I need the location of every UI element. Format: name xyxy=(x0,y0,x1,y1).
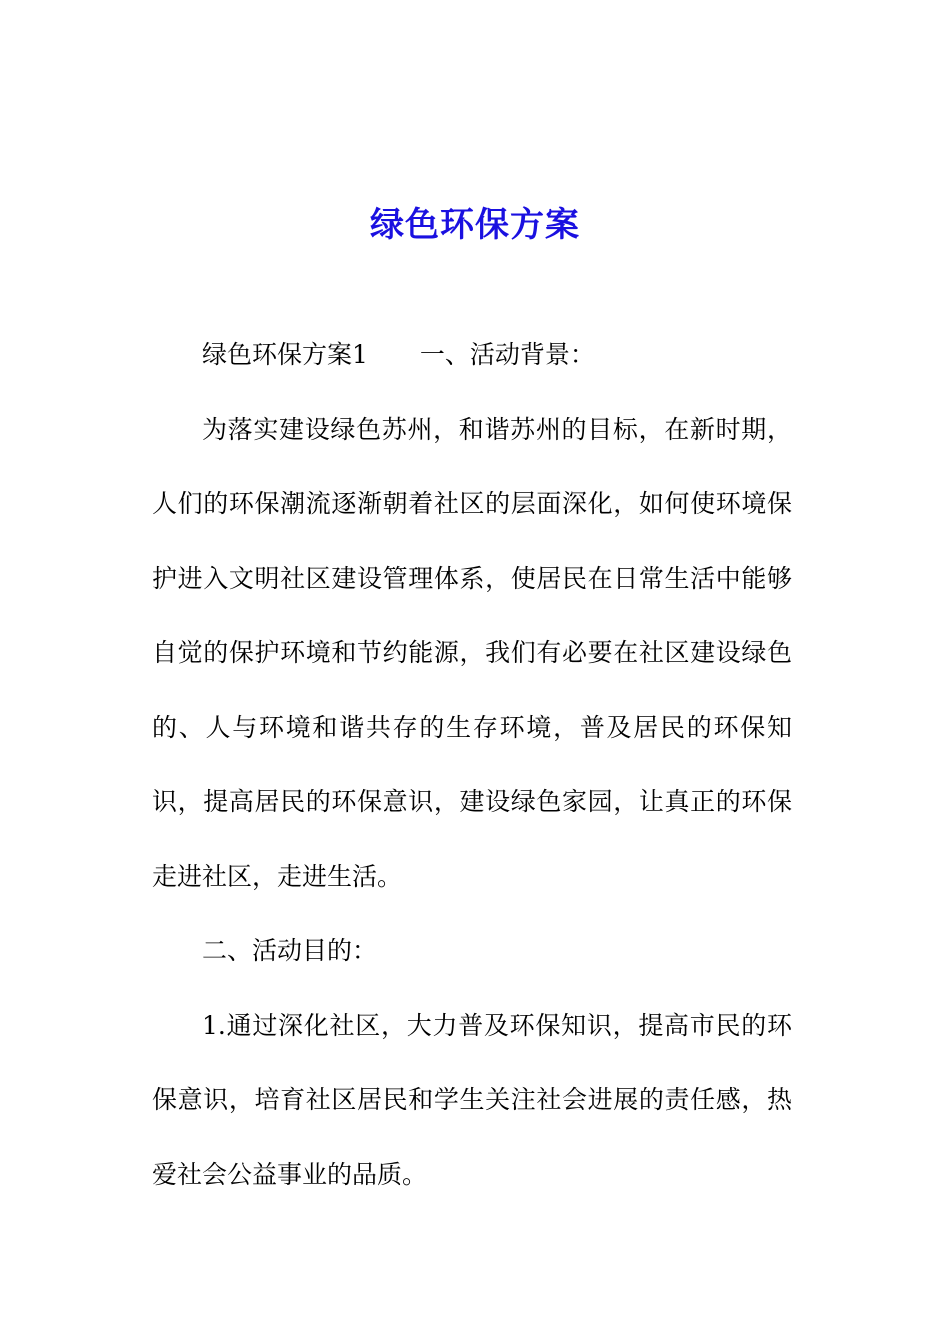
section-heading-goal: 二、活动目的： xyxy=(202,936,378,965)
plan-label: 绿色环保方案1 xyxy=(202,340,368,369)
document-title: 绿色环保方案 xyxy=(370,204,580,245)
background-paragraph: 为落实建设绿色苏州，和谐苏州的目标，在新时期，人们的环保潮流逐渐朝着社区的层面深化，如何使环境保护进入文明社区建设管理体系，使居民在日常生活中能够自觉的保护环境和节约能源，我们有必要在社区建设绿色的、人与环境和谐共存的生存环境，普及居民的环保知识，提高居民的环保意识，建设绿色家园，让真正的环保走进社区，走进生活。 xyxy=(152,414,792,891)
intro-paragraph xyxy=(152,318,792,393)
document-body xyxy=(152,318,792,1212)
section-heading-background: 一、活动背景： xyxy=(419,340,595,369)
goal-paragraph-1: 1.通过深化社区，大力普及环保知识，提高市民的环保意识，培育社区居民和学生关注社会进展的责任感，热爱社会公益事业的品质。 xyxy=(152,1010,792,1189)
